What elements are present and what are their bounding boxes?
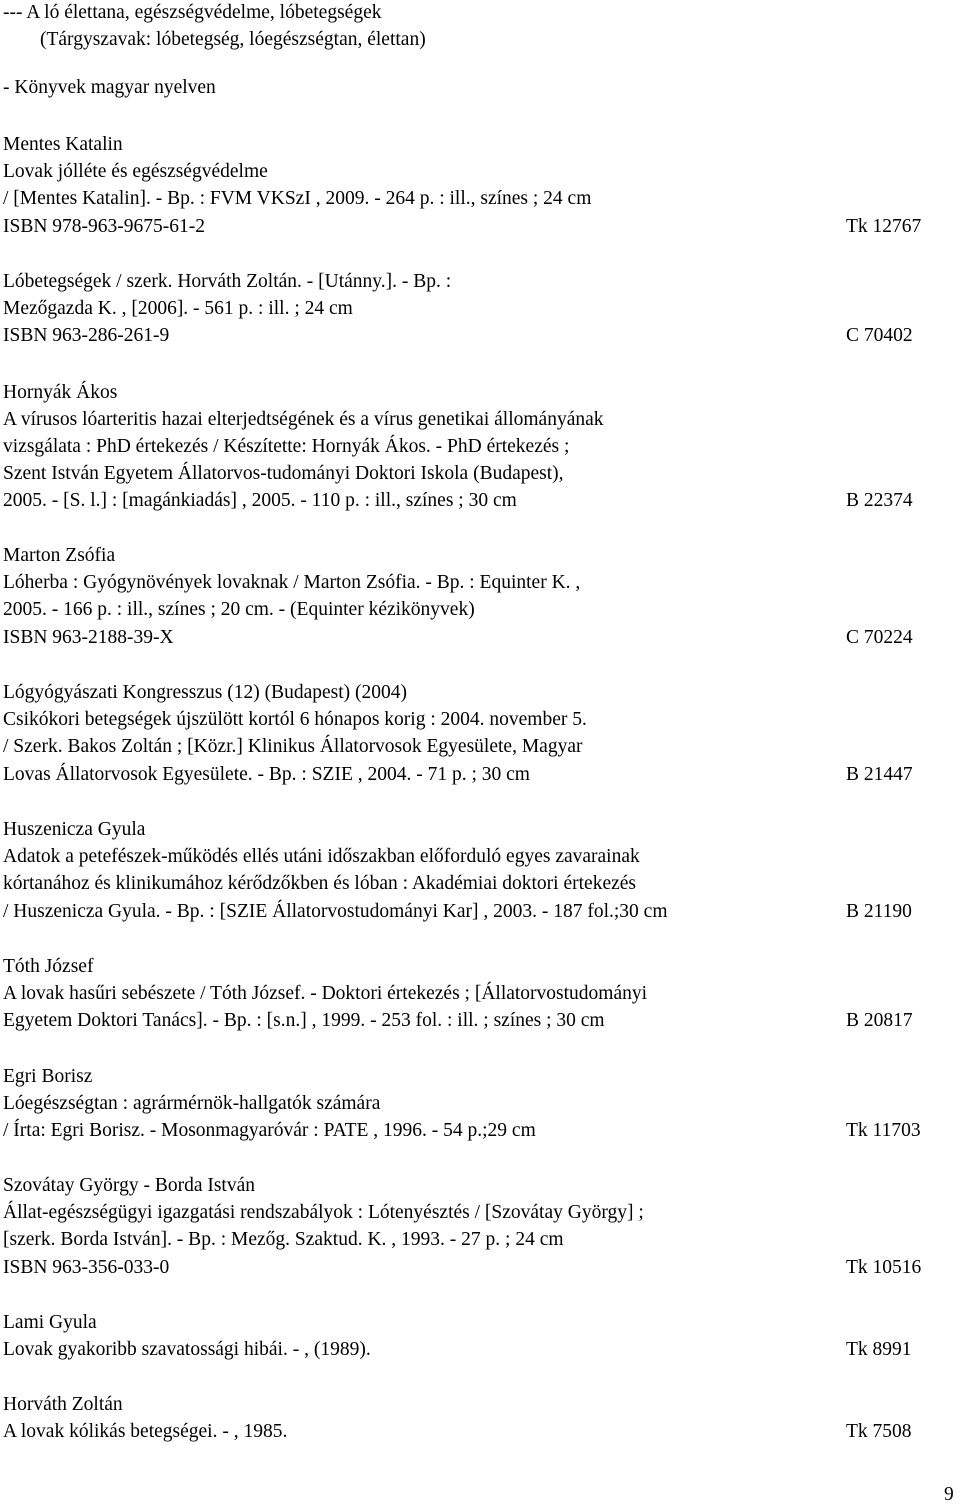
call-number: B 20817 [846, 1010, 913, 1031]
entry-line: ISBN 978-963-9675-61-2 [3, 216, 206, 237]
call-number: Tk 8991 [846, 1339, 912, 1360]
page-number: 9 [944, 1484, 954, 1505]
entry-line: Adatok a petefészek-működés ellés utáni időszakban előforduló egyes zavarainak [3, 846, 640, 867]
entry-line: Hornyák Ákos [3, 382, 118, 403]
entry-line: Lóherba : Gyógynövények lovaknak / Marton Zsófia. - Bp. : Equinter K. , [3, 572, 581, 593]
call-number: Tk 10516 [846, 1257, 922, 1278]
entry-line: Lovak gyakoribb szavatossági hibái. - , (1989). [3, 1339, 371, 1360]
call-number: B 21447 [846, 764, 913, 785]
entry-line: Egri Borisz [3, 1066, 93, 1087]
call-number: Tk 7508 [846, 1421, 912, 1442]
subsection-heading: - Könyvek magyar nyelven [3, 77, 216, 98]
entry-line: Tóth József [3, 956, 94, 977]
entry-line: Szent István Egyetem Állatorvos-tudományi Doktori Iskola (Budapest), [3, 463, 564, 484]
entry-line: Szovátay György - Borda István [3, 1175, 256, 1196]
entry-line: / Huszenicza Gyula. - Bp. : [SZIE Állatorvostudományi Kar] , 2003. - 187 fol.;30 cm [3, 901, 668, 922]
entry-line: ISBN 963-356-033-0 [3, 1257, 170, 1278]
section-title: --- A ló élettana, egészségvédelme, lóbetegségek [3, 2, 382, 23]
call-number: B 22374 [846, 490, 913, 511]
entry-line: Marton Zsófia [3, 545, 116, 566]
entry-line: Állat-egészségügyi igazgatási rendszabályok : Lótenyésztés / [Szovátay György] ; [3, 1202, 644, 1223]
entry-line: Lovak jólléte és egészségvédelme [3, 161, 268, 182]
subject-terms: (Tárgyszavak: lóbetegség, lóegészségtan, élettan) [40, 29, 426, 50]
call-number: B 21190 [846, 901, 912, 922]
entry-line: A lovak hasűri sebészete / Tóth József. - Doktori értekezés ; [Állatorvostudományi [3, 983, 648, 1004]
entry-line: 2005. - [S. l.] : [magánkiadás] , 2005. - 110 p. : ill., színes ; 30 cm [3, 490, 517, 511]
entry-line: ISBN 963-2188-39-X [3, 627, 174, 648]
entry-line: Lóbetegségek / szerk. Horváth Zoltán. - [Utánny.]. - Bp. : [3, 271, 452, 292]
entry-line: Huszenicza Gyula [3, 819, 146, 840]
entry-line: Lami Gyula [3, 1312, 97, 1333]
entry-line: Csikókori betegségek újszülött kortól 6 hónapos korig : 2004. november 5. [3, 709, 587, 730]
entry-line: A lovak kólikás betegségei. - , 1985. [3, 1421, 288, 1442]
entry-line: 2005. - 166 p. : ill., színes ; 20 cm. - (Equinter kézikönyvek) [3, 599, 475, 620]
call-number: Tk 11703 [846, 1120, 921, 1141]
entry-line: Lóegészségtan : agrármérnök-hallgatók számára [3, 1093, 381, 1114]
call-number: C 70224 [846, 627, 913, 648]
entry-line: Lovas Állatorvosok Egyesülete. - Bp. : SZIE , 2004. - 71 p. ; 30 cm [3, 764, 530, 785]
entry-line: vizsgálata : PhD értekezés / Készítette: Hornyák Ákos. - PhD értekezés ; [3, 436, 570, 457]
entry-line: [szerk. Borda István]. - Bp. : Mezőg. Szaktud. K. , 1993. - 27 p. ; 24 cm [3, 1229, 564, 1250]
entry-line: Mezőgazda K. , [2006]. - 561 p. : ill. ; 24 cm [3, 298, 353, 319]
entry-line: Lógyógyászati Kongresszus (12) (Budapest) (2004) [3, 682, 407, 703]
entry-line: ISBN 963-286-261-9 [3, 325, 170, 346]
entry-line: / Szerk. Bakos Zoltán ; [Közr.] Klinikus Állatorvosok Egyesülete, Magyar [3, 736, 583, 757]
call-number: C 70402 [846, 325, 913, 346]
entry-line: Egyetem Doktori Tanács]. - Bp. : [s.n.] , 1999. - 253 fol. : ill. ; színes ; 30 cm [3, 1010, 605, 1031]
entry-line: / [Mentes Katalin]. - Bp. : FVM VKSzI , 2009. - 264 p. : ill., színes ; 24 cm [3, 188, 592, 209]
entry-line: A vírusos lóarteritis hazai elterjedtségének és a vírus genetikai állományának [3, 409, 604, 430]
call-number: Tk 12767 [846, 216, 922, 237]
entry-line: / Írta: Egri Borisz. - Mosonmagyaróvár : PATE , 1996. - 54 p.;29 cm [3, 1120, 536, 1141]
entry-line: Mentes Katalin [3, 134, 123, 155]
entry-line: Horváth Zoltán [3, 1394, 123, 1415]
entry-line: kórtanához és klinikumához kérődzőkben és lóban : Akadémiai doktori értekezés [3, 873, 636, 894]
